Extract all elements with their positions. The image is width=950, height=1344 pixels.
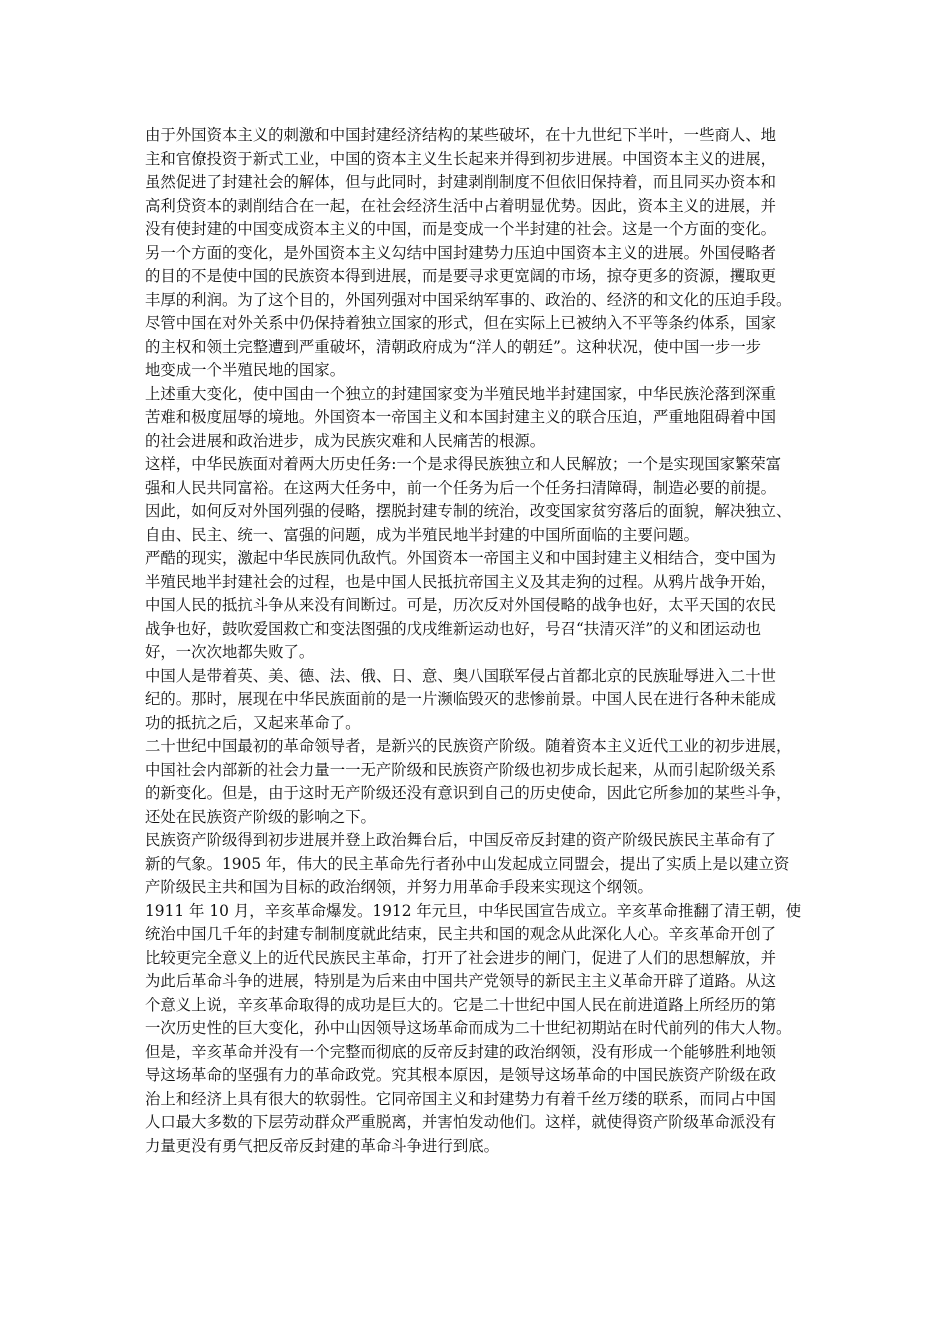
paragraph: 上述重大变化，使中国由一个独立的封建国家变为半殖民地半封建国家，中华民族沦落到深重 苦难和极度屈辱的境地。外国资本一帝国主义和本国封建主义的联合压迫，严重地阻碍着中国 的社会进展和政治进步，成为民族灾难和人民痛苦的根源。 bbox=[145, 384, 777, 450]
paragraph: 另一个方面的变化，是外国资本主义勾结中国封建势力压迫中国资本主义的进展。外国侵略者 的目的不是使中国的民族资本得到进展，而是要寻求更宽阔的市场，掠夺更多的资源，攫取更 丰厚的利润。为了这个目的，外国列强对中国采纳军事的、政治的、经济的和文化的压迫手段。 尽管中国在对外关系中仍保持着独立国家的形式，但在实际上已被纳入不平等条约体系，国家 的主权和领土完整遭到严重破坏，清朝政府成为“洋人的朝廷”。这种状况，使中国一步一步 地变成一个半殖民地的国家。 bbox=[145, 243, 792, 379]
paragraph: 1911 年 10 月，辛亥革命爆发。1912 年元旦，中华民国宣告成立。辛亥革命推翻了清王朝，使 统治中国几千年的封建专制制度就此结束，民主共和国的观念从此深化人心。辛亥革命开创了 比较更完全意义上的近代民族民主革命，打开了社会进步的闸门，促进了人们的思想解放，并 为此后革命斗争的进展，特别是为后来由中国共产党领导的新民主主义革命开辟了道路。从这 个意义上说，辛亥革命取得的成功是巨大的。它是二十世纪中国人民在前进道路上所经历的第 一次历史性的巨大变化，孙中山因领导这场革命而成为二十世纪初期站在时代前列的伟大人物。 但是，辛亥革命并没有一个完整而彻底的反帝反封建的政治纲领，没有形成一个能够胜利地领 导这场革命的坚强有力的革命政党。究其根本原因，是领导这场革命的中国民族资产阶级在政 治上和经济上具有很大的软弱性。它同帝国主义和封建势力有着千丝万缕的联系，而同占中国 人口最大多数的下层劳动群众严重脱离，并害怕发动他们。这样，就使得资产阶级革命派没有 力量更没有勇气把反帝反封建的革命斗争进行到底。 bbox=[145, 901, 802, 1155]
paragraph: 民族资产阶级得到初步进展并登上政治舞台后，中国反帝反封建的资产阶级民族民主革命有了 新的气象。1905 年，伟大的民主革命先行者孙中山发起成立同盟会，提出了实质上是以建立资 产阶级民主共和国为目标的政治纲领，并努力用革命手段来实现这个纲领。 bbox=[145, 831, 790, 896]
paragraph: 中国人是带着英、美、德、法、俄、日、意、奥八国联军侵占首都北京的民族耻辱进入二十世 纪的。那时，展现在中华民族面前的是一片濒临毁灭的悲惨前景。中国人民在进行各种未能成 功的抵抗之后，又起来革命了。 bbox=[145, 666, 777, 732]
paragraph: 由于外国资本主义的刺激和中国封建经济结构的某些破坏，在十九世纪下半叶，一些商人、地 主和官僚投资于新式工业，中国的资本主义生长起来并得到初步进展。中国资本主义的进展， 虽然促进了封建社会的解体，但与此同时，封建剥削制度不但依旧保持着，而且同买办资本和 高利贷资本的剥削结合在一起，在社会经济生活中占着明显优势。因此，资本主义的进展，并 没有使封建的中国变成资本主义的中国，而是变成一个半封建的社会。这是一个方面的变化。 bbox=[145, 126, 777, 238]
paragraph: 这样，中华民族面对着两大历史任务:一个是求得民族独立和人民解放；一个是实现国家繁荣富 强和人民共同富裕。在这两大任务中，前一个任务为后一个任务扫清障碍，制造必要的前提。 因此，如何反对外国列强的侵略，摆脱封建专制的统治，改变国家贫穷落后的面貌，解决独立、 自由、民主、统一、富强的问题，成为半殖民地半封建的中国所面临的主要问题。 bbox=[145, 455, 792, 544]
document-body bbox=[145, 124, 809, 1158]
paragraph: 严酷的现实，激起中华民族同仇敌忾。外国资本一帝国主义和中国封建主义相结合，变中国为 半殖民地半封建社会的过程，也是中国人民抵抗帝国主义及其走狗的过程。从鸦片战争开始， 中国人民的抵抗斗争从来没有间断过。可是，历次反对外国侵略的战争也好，太平天国的农民 战争也好，鼓吹爱国救亡和变法图强的戊戌维新运动也好，号召“扶清灭洋”的义和团运动也 好，一次次地都失败了。 bbox=[145, 549, 777, 661]
paragraph: 二十世纪中国最初的革命领导者，是新兴的民族资产阶级。随着资本主义近代工业的初步进展， 中国社会内部新的社会力量一一无产阶级和民族资产阶级也初步成长起来，从而引起阶级关系 的新变化。但是，由于这时无产阶级还没有意识到自己的历史使命，因此它所参加的某些斗争， 还处在民族资产阶级的影响之下。 bbox=[145, 737, 792, 826]
